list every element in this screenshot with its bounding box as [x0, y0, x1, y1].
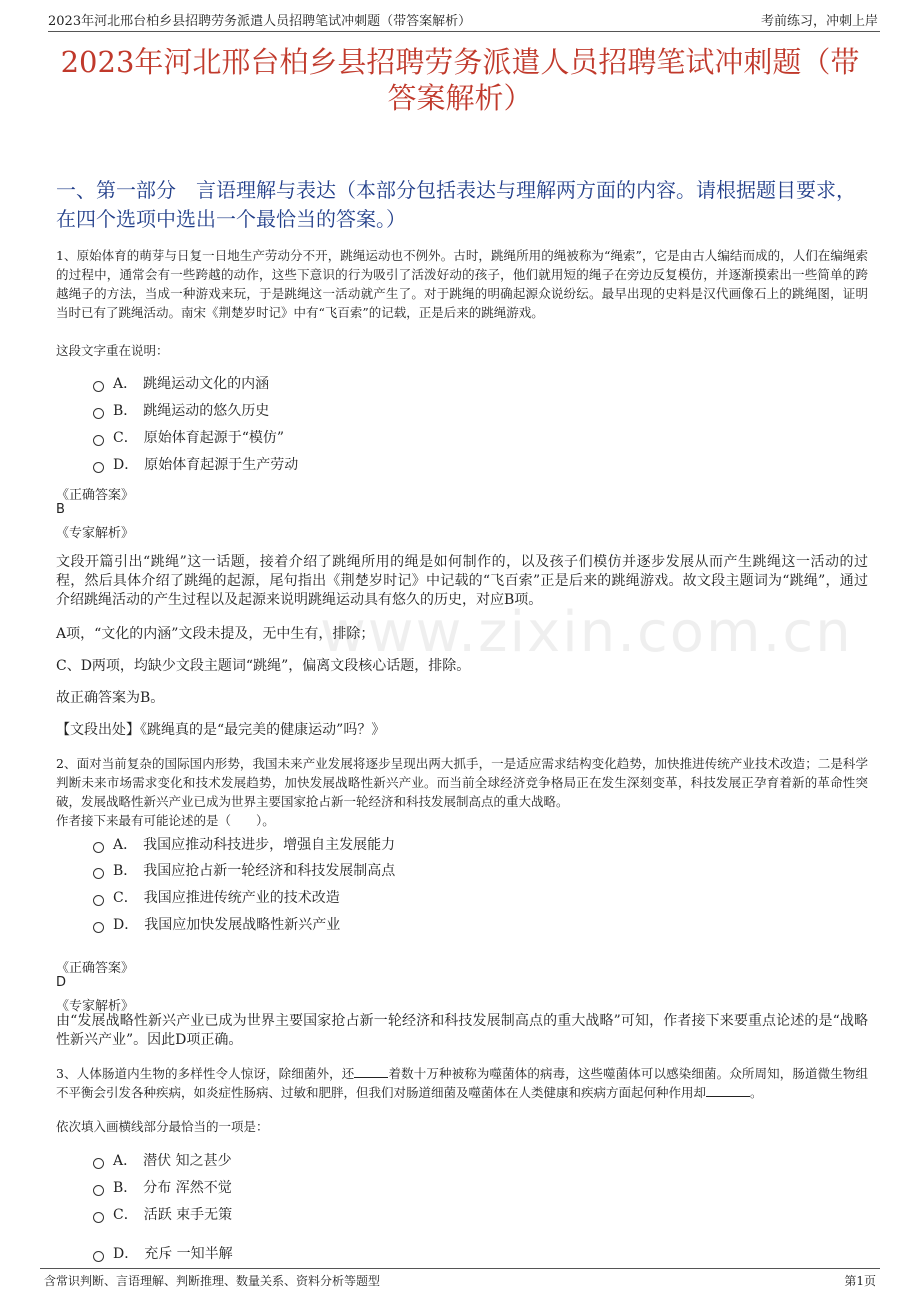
footer-description: 含常识判断、言语理解、判断推理、数量关系、资料分析等题型	[44, 1274, 381, 1288]
option-key: D．	[113, 457, 139, 473]
option-key: D．	[113, 1246, 139, 1262]
option-key: A．	[113, 837, 138, 853]
watermark: www.zixin.com.cn	[320, 600, 853, 665]
option-text: 潜伏 知之甚少	[143, 1153, 232, 1169]
radio-icon[interactable]	[93, 435, 104, 446]
radio-icon[interactable]	[93, 922, 104, 933]
stem-part-3: 。	[750, 1085, 763, 1100]
header-divider	[48, 31, 880, 32]
option-text: 充斥 一知半解	[144, 1246, 233, 1262]
question-2-analysis-label: 《专家解析》	[56, 999, 135, 1014]
radio-icon[interactable]	[93, 842, 104, 853]
option-text: 原始体育起源于生产劳动	[144, 457, 299, 473]
option-key: B．	[113, 403, 138, 419]
running-header-title: 2023年河北邢台柏乡县招聘劳务派遣人员招聘笔试冲刺题（带答案解析）	[48, 14, 472, 29]
question-1-analysis-label: 《专家解析》	[56, 526, 135, 541]
question-3-ask: 依次填入画横线部分最恰当的一项是：	[56, 1119, 269, 1134]
question-2-answer-label: 《正确答案》	[56, 961, 135, 976]
fill-blank-1	[354, 1065, 388, 1078]
option-text: 我国应推进传统产业的技术改造	[143, 890, 340, 906]
radio-icon[interactable]	[93, 462, 104, 473]
question-1-analysis-cd: C、D两项，均缺少文段主题词“跳绳”，偏离文段核心话题，排除。	[56, 658, 471, 674]
option-key: C．	[113, 430, 138, 446]
option-key: C．	[113, 890, 138, 906]
option-text: 活跃 束手无策	[143, 1207, 233, 1223]
question-2-option-b[interactable]	[93, 860, 395, 880]
section-heading: 一、第一部分 言语理解与表达（本部分包括表达与理解两方面的内容。请根据题目要求，在四个选项中选出一个最恰当的答案。）	[56, 178, 856, 231]
radio-icon[interactable]	[93, 868, 104, 879]
question-1-stem: 1、原始体育的萌芽与日复一日地生产劳动分不开，跳绳运动也不例外。古时，跳绳所用的绳被称为“绳索”，它是由古人编结而成的，人们在编绳索的过程中，通常会有一些跨越的动作，这些下意识的行为吸引了活泼好动的孩子，他们就用短的绳子在旁边反复模仿，并逐渐摸索出一些简单的跨越绳子的方法，当成一种游戏来玩，于是跳绳这一活动就产生了。对于跳绳的明确起源众说纷纭。最早出现的史料是汉代画像石上的跳绳图，证明当时已有了跳绳活动。南宋《荆楚岁时记》中有“飞百索”的记载，正是后来的跳绳游戏。	[56, 248, 868, 320]
option-text: 我国应推动科技进步，增强自主发展能力	[143, 837, 396, 853]
radio-icon[interactable]	[93, 1212, 104, 1223]
page-number: 第1页	[844, 1274, 876, 1288]
question-2-option-a[interactable]	[93, 834, 395, 854]
option-text: 原始体育起源于“模仿”	[143, 430, 285, 446]
footer-divider	[40, 1268, 880, 1269]
option-text: 分布 浑然不觉	[143, 1180, 232, 1196]
question-2-stem: 2、面对当前复杂的国际国内形势，我国未来产业发展将逐步呈现出两大抓手，一是适应需求结构变化趋势，加快推进传统产业技术改造；二是科学判断未来市场需求变化和技术发展趋势，加快发展战略性新兴产业。而当前全球经济竞争格局正在发生深刻变革，科技发展正孕育着新的革命性突破，发展战略性新兴产业已成为世界主要国家抢占新一轮经济和科技发展制高点的重大战略。	[56, 756, 868, 809]
question-2-analysis: 由“发展战略性新兴产业已成为世界主要国家抢占新一轮经济和科技发展制高点的重大战略”可知，作者接下来要重点论述的是“战略性新兴产业”。因此D项正确。	[56, 1013, 868, 1048]
option-key: B．	[113, 863, 138, 879]
question-1-answer: B	[56, 502, 65, 517]
question-1-ask: 这段文字重在说明：	[56, 343, 169, 358]
running-header-slogan: 考前练习，冲刺上岸	[760, 14, 878, 29]
question-3-option-c[interactable]	[93, 1204, 232, 1224]
radio-icon[interactable]	[93, 1185, 104, 1196]
option-key: B．	[113, 1180, 138, 1196]
question-1-option-c[interactable]	[93, 427, 284, 447]
stem-part-2: 着数十万种被称为噬菌体的病毒，这些噬菌体可以感染细菌。众所周知，肠道微生物组不平衡会引发各种疾病，如炎症性肠病、过敏和肥胖，但我们对肠道细菌及噬菌体在人类健康和疾病方面起何种作用却	[56, 1066, 868, 1100]
question-3-stem	[56, 1064, 868, 1102]
question-1-option-d[interactable]	[93, 454, 298, 474]
radio-icon[interactable]	[93, 381, 104, 392]
question-2-ask: 作者接下来最有可能论述的是（ ）。	[56, 813, 275, 828]
radio-icon[interactable]	[93, 895, 104, 906]
question-3-option-a[interactable]	[93, 1150, 232, 1170]
question-2-option-c[interactable]	[93, 887, 340, 907]
question-1-analysis: 文段开篇引出“跳绳”这一话题，接着介绍了跳绳所用的绳是如何制作的，以及孩子们模仿并逐步发展从而产生跳绳这一活动的过程，然后具体介绍了跳绳的起源，尾句指出《荆楚岁时记》中记载的“飞百索”正是后来的跳绳游戏。故文段主题词为“跳绳”，通过介绍跳绳活动的产生过程以及起源来说明跳绳运动具有悠久的历史，对应B项。	[56, 554, 868, 608]
question-1-conclusion: 故正确答案为B。	[56, 690, 165, 706]
radio-icon[interactable]	[93, 1158, 104, 1169]
fill-blank-2	[706, 1084, 750, 1097]
question-1-analysis-a: A项，“文化的内涵”文段未提及，无中生有，排除；	[56, 626, 375, 642]
question-1-answer-label: 《正确答案》	[56, 488, 135, 503]
stem-part-1: 3、人体肠道内生物的多样性令人惊讶，除细菌外，还	[56, 1066, 355, 1081]
option-key: D．	[113, 917, 139, 933]
option-key: A．	[113, 376, 138, 392]
option-text: 我国应加快发展战略性新兴产业	[144, 917, 341, 933]
question-2-answer: D	[56, 975, 67, 990]
question-3-option-d[interactable]	[93, 1243, 233, 1263]
option-text: 跳绳运动文化的内涵	[143, 376, 270, 392]
option-text: 跳绳运动的悠久历史	[143, 403, 270, 419]
option-text: 我国应抢占新一轮经济和科技发展制高点	[143, 863, 396, 879]
question-3-option-b[interactable]	[93, 1177, 232, 1197]
question-2-option-d[interactable]	[93, 914, 340, 934]
option-key: C．	[113, 1207, 138, 1223]
question-1-source: 【文段出处】《跳绳真的是“最完美的健康运动”吗？》	[56, 722, 386, 738]
question-1-option-a[interactable]	[93, 373, 269, 393]
document-title: 2023年河北邢台柏乡县招聘劳务派遣人员招聘笔试冲刺题（带答案解析）	[60, 45, 860, 115]
radio-icon[interactable]	[93, 408, 104, 419]
option-key: A．	[113, 1153, 138, 1169]
question-1-option-b[interactable]	[93, 400, 269, 420]
radio-icon[interactable]	[93, 1251, 104, 1262]
